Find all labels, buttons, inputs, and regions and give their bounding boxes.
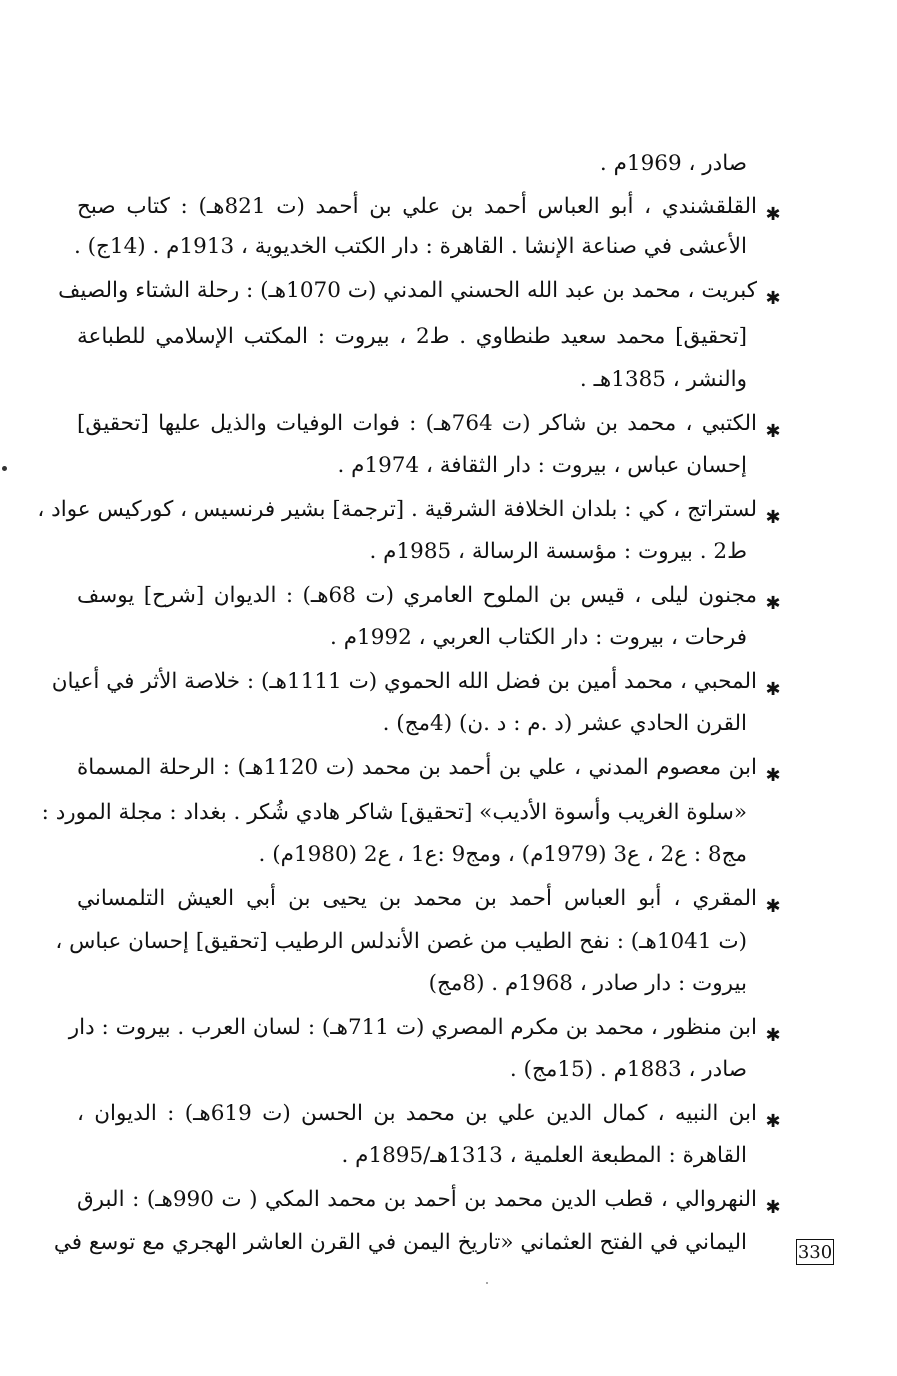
- bullet-icon: ✱: [765, 765, 781, 786]
- text-line: القاهرة : المطبعة العلمية ، 1313هـ/1895م .: [341, 1143, 747, 1168]
- bibliography-entry-line: ابن منظور ، محمد بن مكرم المصري (ت 711هـ) : لسان العرب . بيروت : دار: [68, 1015, 757, 1040]
- text-line: صادر ، 1969م .: [599, 151, 747, 176]
- text-line: (ت 1041هـ) : نفح الطيب من غصن الأندلس الرطيب [تحقيق] إحسان عباس ،: [55, 929, 747, 954]
- text-line: فرحات ، بيروت : دار الكتاب العربي ، 1992م .: [330, 625, 747, 650]
- bibliography-entry-line: كبريت ، محمد بن عبد الله الحسني المدني (ت 1070هـ) : رحلة الشتاء والصيف: [58, 278, 757, 303]
- bibliography-entry-line: ابن معصوم المدني ، علي بن أحمد بن محمد (ت 1120هـ) : الرحلة المسماة: [77, 755, 757, 780]
- text-line: [تحقيق] محمد سعيد طنطاوي . ط2 ، بيروت : المكتب الإسلامي للطباعة: [77, 324, 747, 349]
- bibliography-entry-line: القلقشندي ، أبو العباس أحمد بن علي بن أحمد (ت 821هـ) : كتاب صبح: [77, 194, 757, 219]
- bullet-icon: ✱: [765, 593, 781, 614]
- scan-speck: [2, 466, 7, 471]
- bullet-icon: ✱: [765, 1197, 781, 1218]
- text-line: صادر ، 1883م . (15مج) .: [509, 1057, 747, 1082]
- bullet-icon: ✱: [765, 421, 781, 442]
- bibliography-entry-line: لستراتج ، كي : بلدان الخلافة الشرقية . [ترجمة] بشير فرنسيس ، كوركيس عواد ،: [37, 497, 757, 522]
- page-number: 330: [796, 1239, 834, 1265]
- text-line: ط2 . بيروت : مؤسسة الرسالة ، 1985م .: [369, 539, 747, 564]
- bullet-icon: ✱: [765, 288, 781, 309]
- bibliography-entry-line: ابن النبيه ، كمال الدين علي بن محمد بن الحسن (ت 619هـ) : الديوان ،: [77, 1101, 757, 1126]
- text-line: القرن الحادي عشر (د .م : د .ن) (4مج) .: [382, 711, 747, 736]
- text-line: مج8 : ع2 ، ع3 (1979م) ، ومج9 :ع1 ، ع2 (1980م) .: [258, 842, 747, 867]
- text-line: «سلوة الغريب وأسوة الأديب» [تحقيق] شاكر هادي شُكر . بغداد : مجلة المورد :: [41, 800, 747, 825]
- text-line: الأعشى في صناعة الإنشا . القاهرة : دار الكتب الخديوية ، 1913م . (14ج) .: [73, 234, 747, 259]
- bibliography-entry-line: المقري ، أبو العباس أحمد بن محمد بن يحيى بن أبي العيش التلمساني: [77, 886, 757, 911]
- bibliography-entry-line: النهروالي ، قطب الدين محمد بن أحمد بن محمد المكي ( ت 990هـ) : البرق: [77, 1187, 757, 1212]
- bullet-icon: ✱: [765, 896, 781, 917]
- bullet-icon: ✱: [765, 204, 781, 225]
- text-line: اليماني في الفتح العثماني «تاريخ اليمن في القرن العاشر الهجري مع توسع في: [53, 1230, 747, 1255]
- text-line: والنشر ، 1385هـ .: [579, 367, 747, 392]
- bibliography-entry-line: الكتبي ، محمد بن شاكر (ت 764هـ) : فوات الوفيات والذيل عليها [تحقيق]: [77, 411, 757, 436]
- bullet-icon: ✱: [765, 1025, 781, 1046]
- text-line: إحسان عباس ، بيروت : دار الثقافة ، 1974م .: [337, 453, 747, 478]
- scan-speck: [486, 1282, 488, 1284]
- bullet-icon: ✱: [765, 1111, 781, 1132]
- bibliography-entry-line: مجنون ليلى ، قيس بن الملوح العامري (ت 68هـ) : الديوان [شرح] يوسف: [77, 583, 757, 608]
- text-line: بيروت : دار صادر ، 1968م . (8مج): [428, 971, 747, 996]
- bullet-icon: ✱: [765, 679, 781, 700]
- bullet-icon: ✱: [765, 507, 781, 528]
- bibliography-entry-line: المحبي ، محمد أمين بن فضل الله الحموي (ت 1111هـ) : خلاصة الأثر في أعيان: [51, 669, 757, 694]
